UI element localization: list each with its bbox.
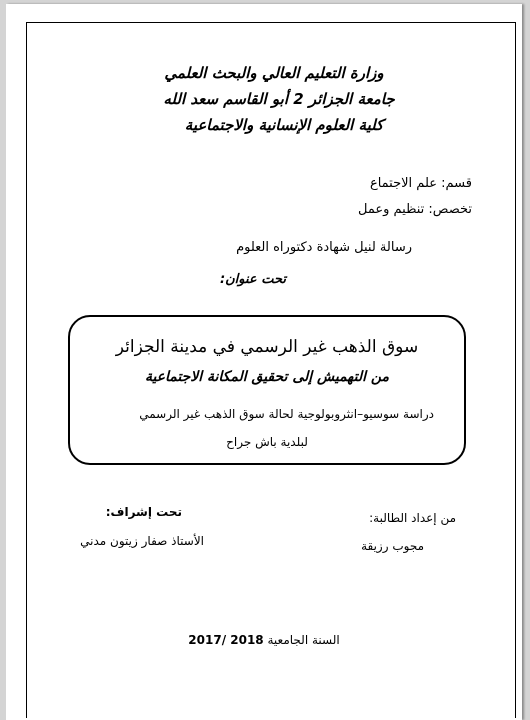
thesis-main-title: سوق الذهب غير الرسمي في مدينة الجزائر (115, 337, 419, 357)
ministry-name: وزارة التعليم العالي والبحث العلمي (164, 64, 384, 82)
academic-year (6, 633, 522, 647)
academic-year-label: السنة الجامعية (267, 633, 340, 647)
supervisor-label: تحت إشراف: (105, 505, 182, 519)
specialty-label: تخصص: تنظيم وعمل (357, 202, 472, 217)
faculty-name: كلية العلوم الإنسانية والاجتماعية (184, 116, 384, 134)
under-title-label: تحت عنوان: (219, 272, 286, 287)
prepared-by-label: من إعداد الطالبة: (369, 511, 456, 525)
thesis-degree-label: رسالة لنيل شهادة دكتوراه العلوم (236, 240, 412, 255)
department-label: قسم: علم الاجتماع (369, 176, 472, 191)
title-box (68, 315, 466, 465)
student-name: مجوب رزيقة (361, 539, 424, 553)
academic-year-value: 2018 /2017 (188, 633, 264, 647)
thesis-description-line-1: دراسة سوسيو–انثروبولوجية لحالة سوق الذهب غير الرسمي (139, 407, 434, 421)
supervisor-name: الأستاذ صفار زيتون مدني (80, 534, 204, 548)
thesis-description-line-2: لبلدية باش جراح (226, 435, 308, 449)
thesis-subtitle: من التهميش إلى تحقيق المكانة الاجتماعية (144, 369, 390, 385)
document-page[interactable] (6, 4, 522, 720)
university-name: جامعة الجزائر 2 أبو القاسم سعد الله (163, 90, 395, 108)
